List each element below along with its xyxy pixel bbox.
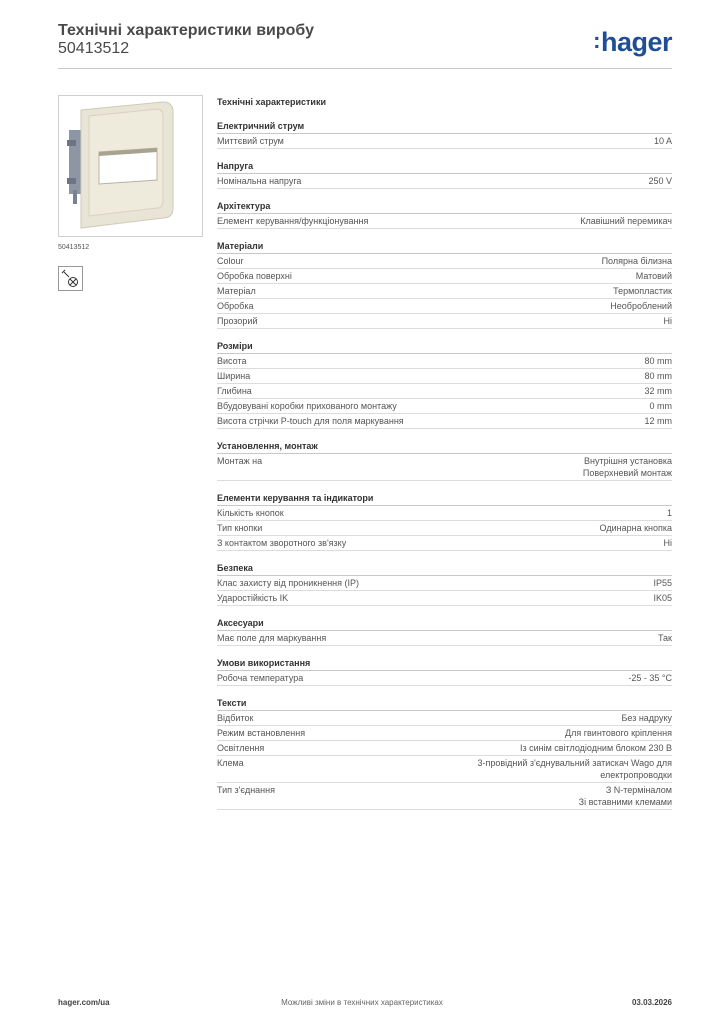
spec-label: Клема <box>217 758 244 768</box>
spec-section-heading: Установлення, монтаж <box>217 439 672 454</box>
switch-product-icon <box>59 96 202 236</box>
spec-value: З N-терміналом Зі вставними клемами <box>578 785 672 807</box>
spec-row <box>217 536 672 551</box>
spec-value: Внутрішня установка Поверхневий монтаж <box>582 456 672 478</box>
logo-colon-icon: : <box>593 28 600 53</box>
spec-label: Клас захисту від проникнення (IP) <box>217 578 360 588</box>
spec-value: 32 mm <box>644 386 672 396</box>
spec-section <box>217 199 672 229</box>
spec-section-heading: Тексти <box>217 696 672 711</box>
spec-label: Вбудовувані коробки прихованого монтажу <box>217 401 397 411</box>
spec-section <box>217 696 672 810</box>
spec-row <box>217 269 672 284</box>
spec-row <box>217 369 672 384</box>
product-image <box>58 95 203 237</box>
page-title: Технічні характеристики виробу <box>58 22 314 39</box>
spec-label: Висота стрічки P-touch для поля маркування <box>217 416 404 426</box>
spec-value: Матовий <box>635 271 672 281</box>
spec-label: Має поле для маркування <box>217 633 327 643</box>
spec-row <box>217 671 672 686</box>
logo-text: hager <box>600 27 672 57</box>
spec-row <box>217 284 672 299</box>
spec-value: 80 mm <box>644 371 672 381</box>
spec-row <box>217 254 672 269</box>
spec-section-heading: Елементи керування та індикатори <box>217 491 672 506</box>
spec-table <box>217 95 672 820</box>
spec-row <box>217 174 672 189</box>
spec-section-heading: Матеріали <box>217 239 672 254</box>
spec-section <box>217 656 672 686</box>
spec-value: Одинарна кнопка <box>599 523 672 533</box>
spec-row <box>217 384 672 399</box>
product-code: 50413512 <box>58 40 130 57</box>
spec-row <box>217 783 672 810</box>
spec-value: Клавішний перемикач <box>580 216 672 226</box>
spec-value: 3-провідний з'єднувальний затискач Wago для електропроводки <box>477 758 672 780</box>
spec-section-heading: Архітектура <box>217 199 672 214</box>
spec-section <box>217 119 672 149</box>
spec-label: Тип з'єднання <box>217 785 275 795</box>
spec-value: Для гвинтового кріплення <box>565 728 672 738</box>
spec-section <box>217 561 672 606</box>
spec-row <box>217 399 672 414</box>
spec-section <box>217 239 672 329</box>
spec-label: Глибина <box>217 386 252 396</box>
spec-label: Прозорий <box>217 316 258 326</box>
spec-row <box>217 756 672 783</box>
spec-value: IK05 <box>653 593 672 603</box>
spec-label: Елемент керування/функціонування <box>217 216 369 226</box>
spec-row <box>217 454 672 481</box>
spec-section-heading: Аксесуари <box>217 616 672 631</box>
spec-section-heading: Безпека <box>217 561 672 576</box>
spec-row <box>217 631 672 646</box>
spec-sections <box>217 119 672 810</box>
spec-label: Робоча температура <box>217 673 304 683</box>
footer-disclaimer: Можливі зміни в технічних характеристиках <box>281 998 443 1007</box>
spec-value: Термопластик <box>613 286 672 296</box>
spec-value: Ні <box>663 538 672 548</box>
spec-section-heading: Розміри <box>217 339 672 354</box>
spec-label: Кількість кнопок <box>217 508 284 518</box>
spec-row <box>217 214 672 229</box>
header-divider <box>58 68 672 69</box>
spec-row <box>217 521 672 536</box>
disposal-icon <box>59 267 82 290</box>
spec-label: Висота <box>217 356 247 366</box>
spec-value: 12 mm <box>644 416 672 426</box>
spec-section <box>217 616 672 646</box>
spec-row <box>217 711 672 726</box>
spec-row <box>217 354 672 369</box>
spec-value: Без надруку <box>621 713 672 723</box>
spec-value: Ні <box>663 316 672 326</box>
spec-row <box>217 741 672 756</box>
spec-section <box>217 439 672 481</box>
spec-row <box>217 134 672 149</box>
spec-row <box>217 414 672 429</box>
spec-label: Ширина <box>217 371 251 381</box>
spec-table-title: Технічні характеристики <box>217 97 326 107</box>
spec-label: Матеріал <box>217 286 256 296</box>
image-caption-code: 50413512 <box>58 244 90 251</box>
spec-value: Необроблений <box>610 301 672 311</box>
spec-value: Так <box>657 633 672 643</box>
spec-value: 10 A <box>653 136 672 146</box>
spec-label: Відбиток <box>217 713 254 723</box>
spec-row <box>217 506 672 521</box>
spec-row <box>217 314 672 329</box>
spec-value: IP55 <box>653 578 672 588</box>
spec-label: З контактом зворотного зв'язку <box>217 538 347 548</box>
spec-label: Миттєвий струм <box>217 136 284 146</box>
spec-section <box>217 159 672 189</box>
spec-value: Полярна білизна <box>601 256 672 266</box>
spec-label: Режим встановлення <box>217 728 306 738</box>
spec-label: Тип кнопки <box>217 523 263 533</box>
footer-website[interactable]: hager.com/ua <box>58 998 110 1007</box>
spec-value: -25 - 35 °C <box>628 673 672 683</box>
spec-section-heading: Напруга <box>217 159 672 174</box>
spec-value: 0 mm <box>649 401 672 411</box>
spec-section <box>217 491 672 551</box>
spec-value: 1 <box>666 508 672 518</box>
spec-label: Освітлення <box>217 743 265 753</box>
spec-label: Обробка <box>217 301 254 311</box>
spec-label: Ударостійкість IK <box>217 593 289 603</box>
spec-section <box>217 339 672 429</box>
spec-section-heading: Умови використання <box>217 656 672 671</box>
recycling-symbol <box>58 266 83 291</box>
spec-row <box>217 591 672 606</box>
spec-label: Colour <box>217 256 244 266</box>
spec-row <box>217 576 672 591</box>
spec-label: Монтаж на <box>217 456 263 466</box>
spec-section-heading: Електричний струм <box>217 119 672 134</box>
footer-date: 03.03.2026 <box>631 998 672 1007</box>
spec-value: 250 V <box>648 176 672 186</box>
spec-label: Номінальна напруга <box>217 176 302 186</box>
spec-row <box>217 299 672 314</box>
hager-logo <box>593 26 672 57</box>
spec-value: 80 mm <box>644 356 672 366</box>
spec-row <box>217 726 672 741</box>
spec-label: Обробка поверхні <box>217 271 292 281</box>
spec-value: Із синім світлодіодним блоком 230 В <box>519 743 672 753</box>
